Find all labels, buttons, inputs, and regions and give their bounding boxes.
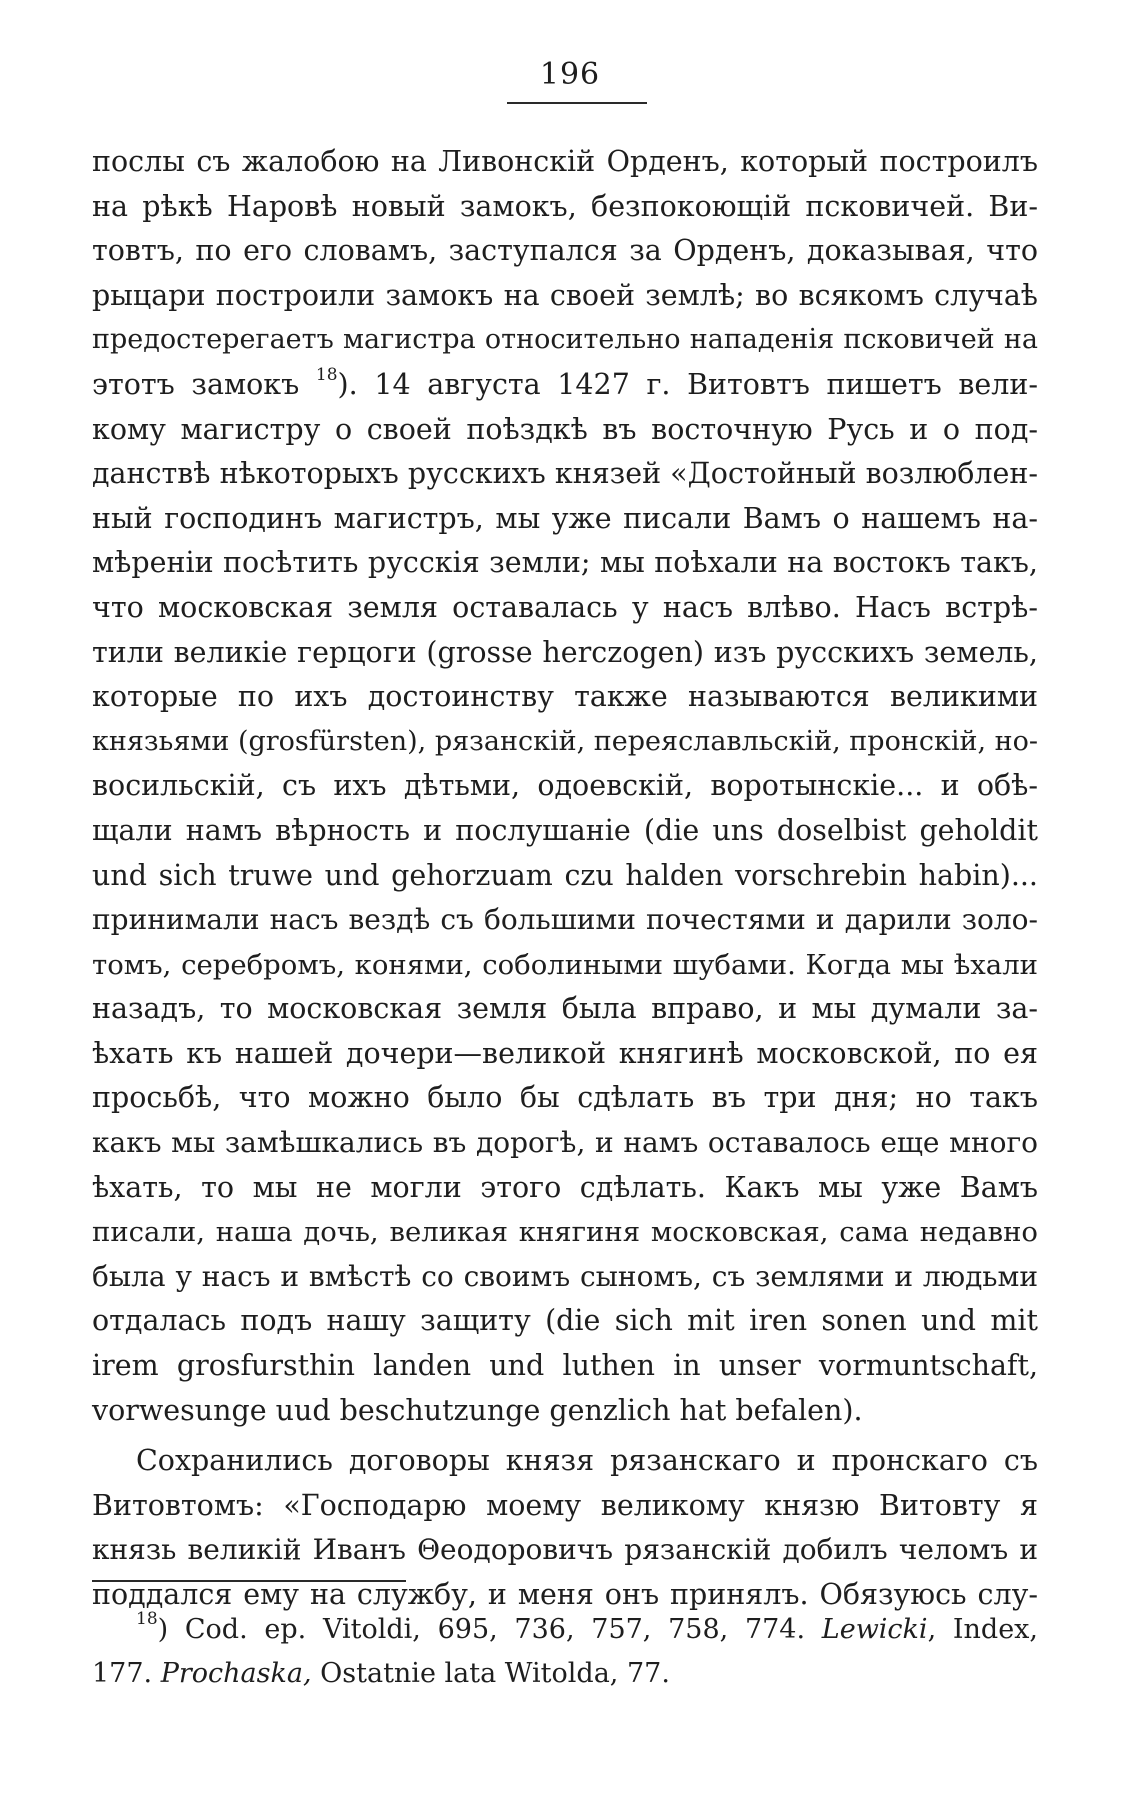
text-line: vorwesunge uud beschutzunge genzlich hat befalen).	[92, 1393, 863, 1427]
footnote-text: , Index,	[927, 1614, 1038, 1645]
footnote-reference: 18	[315, 364, 338, 385]
text-line: томъ, серебромъ, конями, соболиными шубами. Когда мы ѣхали	[92, 948, 1038, 981]
text-line: мѣреніи посѣтить русскія земли; мы поѣхали на востокъ такъ,	[92, 546, 1038, 580]
footnote-marker: 18	[136, 1609, 158, 1629]
text-line: irem grosfursthin landen und luthen in unser vormuntschaft,	[92, 1349, 1038, 1383]
footnote-author: Lewicki	[821, 1614, 928, 1645]
text-line: тили великіе герцоги (grosse herczogen) изъ русскихъ земель,	[92, 635, 1038, 669]
text-line: рыцари построили замокъ на своей землѣ; во всякомъ случаѣ	[92, 278, 1038, 312]
text-line: послы съ жалобою на Ливонскій Орденъ, который построилъ	[92, 145, 1038, 178]
text-line: поддался ему на службу, и меня онъ принялъ. Обязуюсь слу-	[92, 1578, 1038, 1611]
footnote-text: ) Cod. ep. Vitoldi, 695, 736, 757, 758, 774.	[157, 1614, 822, 1645]
text-line: которые по ихъ достоинству также называются великими	[92, 680, 1038, 714]
page-number: 196	[539, 57, 601, 92]
text-line: что московская земля оставалась у насъ влѣво. Насъ встрѣ-	[92, 590, 1038, 624]
text-line: предостерегаетъ магистра относительно нападенія псковичей на	[92, 324, 1038, 356]
text-line: отдалась подъ нашу защиту (die sich mit iren sonen und mit	[92, 1304, 1038, 1338]
text-line: ѣхать, то мы не могли этого сдѣлать. Какъ мы уже Вамъ	[92, 1170, 1038, 1204]
text-line: ный господинъ магистръ, мы уже писали Вамъ о нашемъ на-	[92, 501, 1038, 535]
text-line: какъ мы замѣшкались въ дорогѣ, и намъ оставалось еще много	[92, 1126, 1038, 1160]
text-line: щали намъ вѣрность и послушаніе (die uns doselbist geholdit	[92, 813, 1038, 847]
text-line: принимали насъ вездѣ съ большими почестями и дарили золо-	[92, 903, 1038, 937]
text-fragment: ). 14 августа 1427 г. Витовтъ пишетъ вели-	[337, 367, 1039, 401]
text-line: Сохранились договоры князя рязанскаго и пронскаго съ	[136, 1444, 1038, 1478]
text-line: писали, наша дочь, великая княгиня московская, сама недавно	[92, 1216, 1038, 1249]
text-line: назадъ, то московская земля была вправо, и мы думали за-	[92, 992, 1038, 1026]
header-rule	[507, 102, 647, 104]
text-line: на рѣкѣ Наровѣ новый замокъ, безпокоющій псковичей. Ви-	[92, 189, 1038, 223]
text-line: данствѣ нѣкоторыхъ русскихъ князей «Достойный возлюблен-	[92, 457, 1038, 491]
text-line: кому магистру о своей поѣздкѣ въ восточную Русь и о под-	[92, 412, 1038, 446]
text-line: товтъ, по его словамъ, заступался за Орденъ, доказывая, что	[92, 234, 1038, 268]
text-line: Витовтомъ: «Господарю моему великому князю Витовту я	[92, 1488, 1038, 1522]
text-line: была у насъ и вмѣстѣ со своимъ сыномъ, съ землями и людьми	[92, 1259, 1038, 1293]
text-fragment: этотъ замокъ	[92, 367, 300, 401]
footnote-text: 177.	[92, 1658, 161, 1689]
text-line: ѣхать къ нашей дочери—великой княгинѣ московской, по ея	[92, 1036, 1038, 1070]
footnote-rule	[92, 1580, 406, 1582]
footnote-author: Prochaska,	[160, 1658, 312, 1689]
text-line: просьбѣ, что можно было бы сдѣлать въ три дня; но такъ	[92, 1081, 1038, 1115]
footnote-line	[92, 1652, 1038, 1696]
footnote-line	[92, 1608, 1038, 1652]
main-text	[92, 140, 1038, 1618]
text-line: und sich truwe und gehorzuam czu halden vorschrebin habin)...	[92, 858, 1038, 892]
text-line	[92, 363, 1038, 408]
text-line: князь великій Иванъ Θеодоровичъ рязанскій добилъ челомъ и	[92, 1533, 1038, 1567]
footnotes	[92, 1608, 1038, 1696]
text-line: восильскій, съ ихъ дѣтьми, одоевскій, воротынскіе... и обѣ-	[92, 769, 1038, 803]
footnote-text: Ostatnie lata Witolda, 77.	[311, 1658, 670, 1689]
text-line: князьями (grosfürsten), рязанскій, переяславльскій, пронскій, но-	[92, 725, 1038, 757]
